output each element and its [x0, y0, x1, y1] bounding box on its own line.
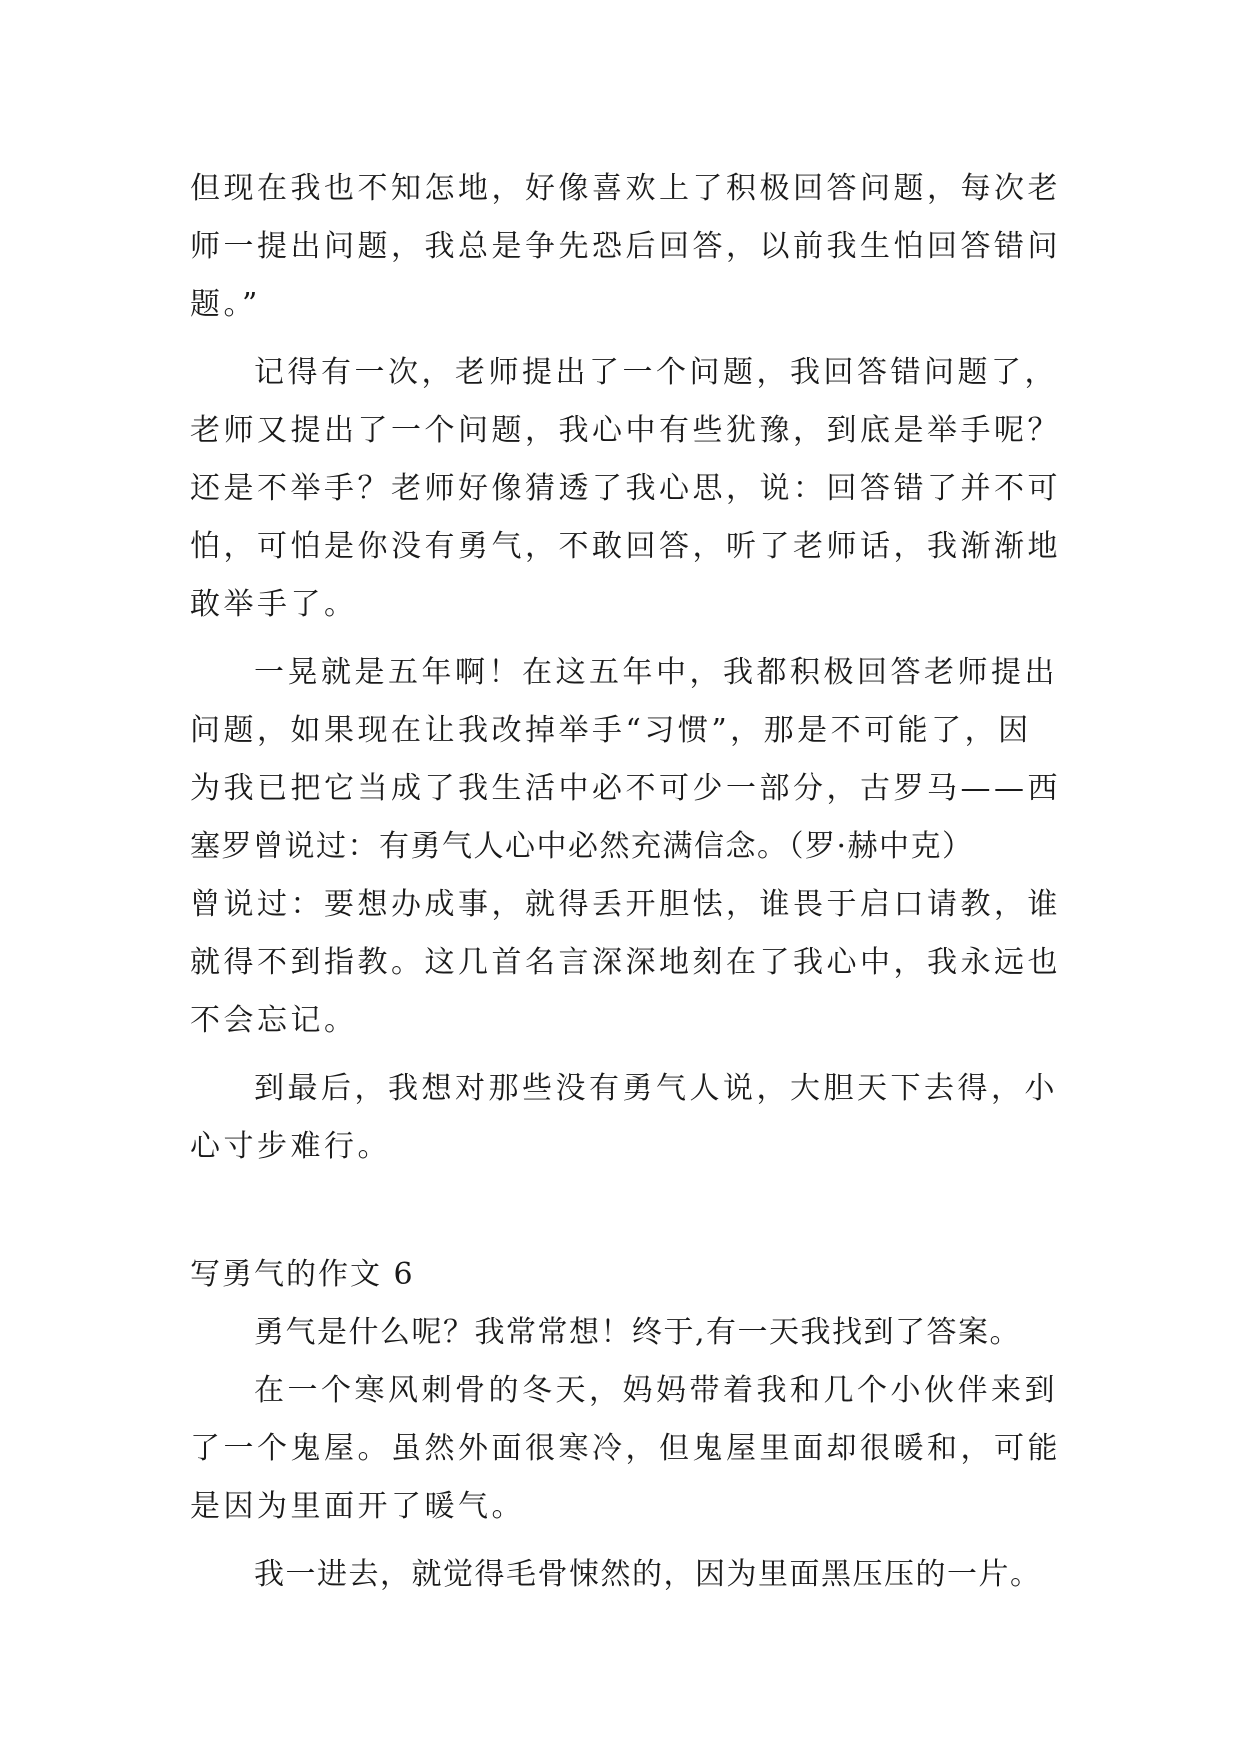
paragraph-conclusion — [190, 1060, 1058, 1176]
text-line: 师一提出问题，我总是争先恐后回答，以前我生怕回答错问 — [190, 229, 1061, 264]
text-line: 为我已把它当成了我生活中必不可少一部分，古罗马——西 — [190, 771, 1061, 806]
text-line: 是因为里面开了暖气。 — [190, 1489, 525, 1524]
text-line: 敢举手了。 — [190, 587, 358, 622]
text-line: 勇气是什么呢？我常常想！终于,有一天我找到了答案。 — [254, 1315, 1022, 1350]
text-line: 我一进去，就觉得毛骨悚然的，因为里面黑压压的一片。 — [254, 1557, 1042, 1592]
paragraph-five-years — [190, 644, 1061, 1050]
text-line: 但现在我也不知怎地，好像喜欢上了积极回答问题，每次老 — [190, 171, 1061, 206]
text-line: 还是不举手？老师好像猜透了我心思，说：回答错了并不可 — [190, 471, 1061, 506]
text-line: 不会忘记。 — [190, 1003, 358, 1038]
text-line: 题。” — [190, 287, 261, 322]
text-line: 了一个鬼屋。虽然外面很寒冷，但鬼屋里面却很暖和，可能 — [190, 1431, 1061, 1466]
paragraph-answer-wrong — [190, 344, 1061, 634]
text-line: 心寸步难行。 — [190, 1129, 391, 1164]
document-body — [190, 160, 1061, 1604]
text-line: 在一个寒风刺骨的冬天，妈妈带着我和几个小伙伴来到 — [254, 1373, 1058, 1408]
essay-heading: 写勇气的作文 6 — [190, 1257, 415, 1292]
paragraph-haunted-house — [190, 1362, 1061, 1536]
text-line: 曾说过：要想办成事，就得丢开胆怯，谁畏于启口请教，谁 — [190, 887, 1061, 922]
paragraph-entering — [190, 1546, 1050, 1604]
text-line: 问题，如果现在让我改掉举手“习惯”，那是不可能了，因 — [190, 713, 1032, 748]
paragraph-continuation — [190, 160, 1061, 334]
text-line: 老师又提出了一个问题，我心中有些犹豫，到底是举手呢？ — [190, 413, 1061, 448]
text-line: 一晃就是五年啊！在这五年中，我都积极回答老师提出 — [254, 655, 1058, 690]
text-line: 塞罗曾说过：有勇气人心中必然充满信念。（罗·赫中克） — [190, 829, 974, 864]
text-line: 到最后，我想对那些没有勇气人说，大胆天下去得，小 — [254, 1071, 1058, 1106]
paragraph-what-is-courage — [190, 1304, 1050, 1362]
text-line: 记得有一次，老师提出了一个问题，我回答错问题了， — [254, 355, 1058, 390]
text-line: 怕，可怕是你没有勇气，不敢回答，听了老师话，我渐渐地 — [190, 529, 1061, 564]
text-line: 就得不到指教。这几首名言深深地刻在了我心中，我永远也 — [190, 945, 1061, 980]
